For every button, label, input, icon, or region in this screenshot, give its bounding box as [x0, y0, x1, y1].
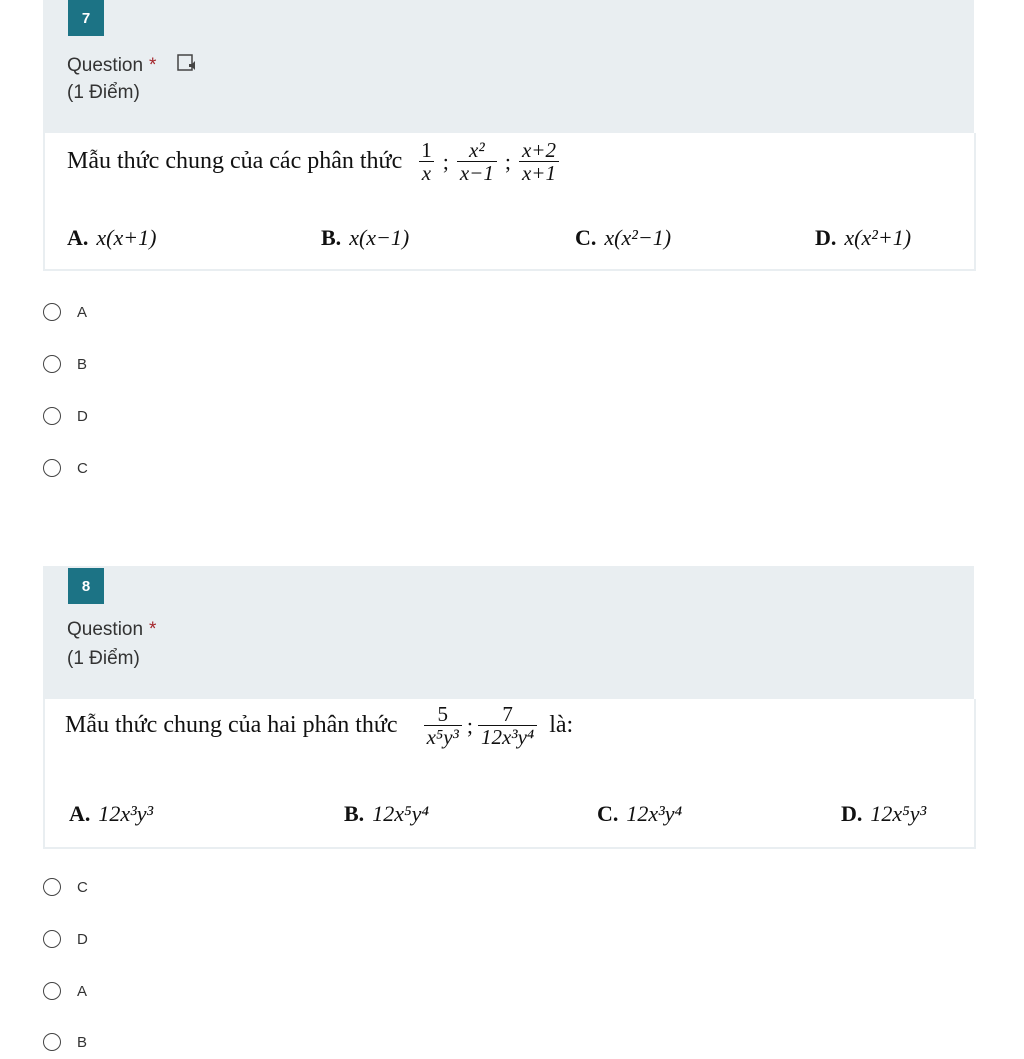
fraction-denominator [519, 161, 559, 184]
option-text: x(x²−1) [604, 225, 672, 250]
option-letter: B. [321, 225, 342, 250]
option-text: 12x⁵y³ [870, 801, 927, 826]
q8-choice-b[interactable] [43, 1027, 87, 1057]
q7-body [43, 133, 976, 271]
fraction-num-text: x+2 [521, 138, 556, 162]
radio-button[interactable] [43, 407, 61, 425]
option-letter: B. [344, 801, 365, 826]
fraction-numerator [466, 139, 488, 161]
choice-label: C [77, 459, 88, 477]
fraction-numerator: 7 [502, 702, 513, 726]
option-letter: D. [841, 801, 863, 826]
radio-button[interactable] [43, 1033, 61, 1051]
fraction-numerator: 5 [437, 702, 448, 726]
q7-stem-text: Mẫu thức chung của các phân thức [67, 148, 403, 175]
q8-stem-text: Mẫu thức chung của hai phân thức [65, 712, 398, 739]
option-letter: C. [575, 225, 597, 250]
q8-stem-suffix: là: [549, 712, 574, 739]
fraction-denominator [478, 725, 537, 748]
fraction-den-text: 12x³y⁴ [480, 725, 535, 750]
q7-choice-d[interactable] [43, 401, 88, 431]
fraction-numerator: 1 [421, 138, 432, 162]
q7-option-d [815, 225, 911, 251]
radio-button[interactable] [43, 878, 61, 896]
q7-header [43, 0, 974, 133]
separator: ; [442, 148, 449, 174]
q8-stem [65, 703, 573, 748]
q8-option-a [69, 801, 153, 827]
radio-button[interactable] [43, 930, 61, 948]
fraction-den-text: x−1 [459, 161, 494, 186]
option-letter: C. [597, 801, 619, 826]
fraction-denominator [424, 725, 462, 748]
option-letter: A. [67, 225, 89, 250]
q8-title-text: Question [67, 619, 144, 640]
q8-option-c [597, 801, 682, 827]
option-text: x(x+1) [96, 225, 157, 250]
required-mark: * [149, 619, 157, 640]
option-text: 12x⁵y⁴ [372, 801, 430, 826]
q8-header [43, 566, 974, 699]
radio-button[interactable] [43, 303, 61, 321]
required-mark: * [149, 55, 157, 77]
choice-label: D [77, 930, 88, 948]
q8-number-badge: 8 [68, 568, 104, 604]
q7-choice-c[interactable] [43, 453, 88, 483]
q7-fraction-2 [457, 139, 497, 184]
q8-choice-a[interactable] [43, 976, 87, 1006]
choice-label: A [77, 303, 88, 321]
choice-label: B [77, 1033, 88, 1051]
q7-title-text: Question [67, 55, 144, 77]
q7-points: (1 Điểm) [67, 82, 140, 103]
immersive-reader-icon[interactable] [176, 52, 198, 80]
option-text: 12x³y⁴ [626, 801, 683, 826]
q8-points: (1 Điểm) [67, 648, 140, 669]
separator: ; [466, 712, 473, 738]
q7-title [67, 52, 198, 80]
radio-button[interactable] [43, 982, 61, 1000]
fraction-den-text: x⁵y³ [426, 725, 459, 750]
radio-button[interactable] [43, 355, 61, 373]
fraction-denominator [457, 161, 497, 184]
q7-option-a [67, 225, 156, 251]
choice-label: D [77, 407, 88, 425]
option-letter: A. [69, 801, 91, 826]
choice-label: A [77, 982, 88, 1000]
q7-option-c [575, 225, 671, 251]
q8-title [67, 619, 156, 641]
q7-fraction-1 [418, 139, 435, 184]
q8-option-d [841, 801, 926, 827]
q8-choice-c[interactable] [43, 872, 88, 902]
q8-body [43, 699, 976, 849]
q7-number-badge: 7 [68, 0, 104, 36]
q7-choice-b[interactable] [43, 349, 87, 379]
choice-label: C [77, 878, 88, 896]
q7-choice-a[interactable] [43, 297, 87, 327]
q8-option-b [344, 801, 429, 827]
radio-button[interactable] [43, 459, 61, 477]
option-letter: D. [815, 225, 837, 250]
choice-label: B [77, 355, 88, 373]
q7-stem [67, 139, 563, 184]
option-text: x(x²+1) [844, 225, 912, 250]
option-text: 12x³y³ [98, 801, 154, 826]
q8-fraction-1 [424, 703, 462, 748]
separator: ; [504, 148, 511, 174]
option-text: x(x−1) [349, 225, 410, 250]
fraction-num-text: x² [469, 138, 485, 162]
fraction-numerator [519, 139, 559, 161]
q7-fraction-3 [519, 139, 559, 184]
q7-option-b [321, 225, 409, 251]
fraction-den-text: x+1 [521, 161, 556, 186]
q8-choice-d[interactable] [43, 924, 88, 954]
q8-fraction-2 [478, 703, 537, 748]
fraction-den-text: x [421, 161, 432, 186]
fraction-denominator [419, 161, 434, 184]
